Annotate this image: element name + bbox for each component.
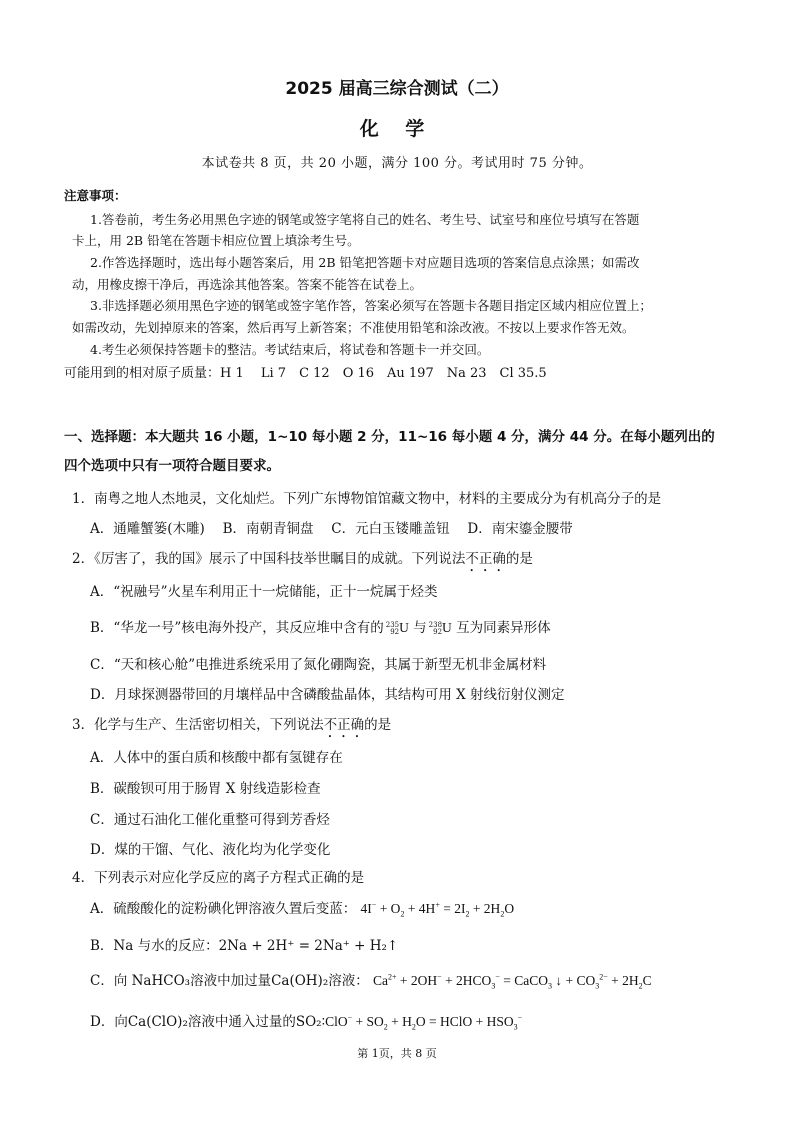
option-b-end: 互为同素异形体 [451, 620, 551, 636]
isotope-2-atomic: 92 [433, 627, 443, 636]
option-c-text: C．向 NaHCO₃溶液中加过量Ca(OH)₂溶液： [90, 973, 369, 989]
isotope-2-element: U [442, 620, 452, 635]
question-3-option-c: C．通过石油化工催化重整可得到芳香烃 [90, 812, 330, 828]
isotope-1-element: U [399, 620, 409, 635]
question-3-option-d: D．煤的干馏、气化、液化均为化学变化 [90, 842, 331, 858]
question-2-option-a: A．“祝融号”火星车利用正十一烷储能，正十一烷属于烃类 [90, 584, 438, 600]
question-2-stem [72, 547, 533, 575]
note-line: 4.考生必须保持答题卡的整洁。考试结束后，将试卷和答题卡一并交回。 [90, 342, 490, 357]
equation-c: $Ca^{2+} + 2OH^- + 2HCO_3^-$ = CaCO$_3$ ↓ + $CO_3^{2-} + 2H_2C$ [373, 972, 652, 991]
emphasis-not-correct: 不正确 [323, 717, 365, 733]
equation-a: $4I^- + O_2 + 4H^+ = 2I_2 + 2H_2O$ [360, 900, 515, 919]
notes-heading: 注意事项： [64, 188, 127, 203]
question-4-option-b: B．Na 与水的反应：2Na + 2H⁺ = 2Na⁺ + H₂↑ [90, 938, 399, 954]
exam-title: 2025 届高三综合测试（二） [285, 79, 509, 99]
isotope-2-mass: 238 [428, 620, 443, 629]
note-line: 动，用橡皮擦干净后，再选涂其他答案。答案不能答在试卷上。 [72, 277, 423, 292]
note-line: 如需改动，先划掉原来的答案，然后再写上新答案；不准使用铅笔和涂改液。不按以上要求作答无效。 [72, 320, 635, 335]
note-line: 3.非选择题必须用黑色字迹的钢笔或签字笔作答，答案必须写在答题卡各题目指定区域内相应位置上； [90, 298, 652, 313]
isotope-2-numbers [429, 622, 442, 636]
isotope-1-mass: 235 [385, 620, 400, 629]
page-footer: 第 1页，共 8 页 [357, 1047, 437, 1060]
option-d-text: D．向Ca(ClO)₂溶液中通入过量的SO₂∶ [90, 1014, 326, 1030]
question-3-stem [72, 713, 391, 741]
emphasis-not-correct: 不正确 [465, 551, 506, 567]
option-b-mid: 与 [408, 620, 427, 636]
section-heading-line1: 一、选择题：本大题共 16 小题，1~10 每小题 2 分，11~16 每小题 4 分，满分 44 分。在每小题列出的 [64, 429, 715, 445]
section-heading-line2: 四个选项中只有一项符合题目要求。 [64, 458, 280, 474]
question-2-option-d: D．月球探测器带回的月壤样品中含磷酸盐晶体，其结构可用 X 射线衍射仪测定 [90, 687, 565, 703]
question-2-option-c: C．“天和核心舱”电推进系统采用了氮化硼陶瓷，其属于新型无机非金属材料 [90, 657, 547, 673]
question-1-options: A．通雕蟹篓(木雕) B．南朝青铜盘 C．元白玉镂雕盖钮 D．南宋鎏金腰带 [90, 521, 573, 537]
question-4-option-d [90, 1010, 522, 1032]
question-2-option-b [90, 616, 551, 636]
note-line: 1.答卷前，考生务必用黑色字迹的钢笔或签字笔将自己的姓名、考生号、试室号和座位号填写在答题 [90, 212, 640, 227]
isotope-1-atomic: 92 [390, 627, 400, 636]
question-3-stem-end: 的是 [364, 717, 392, 733]
question-4-stem: 4．下列表示对应化学反应的离子方程式正确的是 [72, 870, 365, 886]
question-2-stem-text: 2．《厉害了，我的国》展示了中国科技举世瞩目的成就。下列说法 [72, 551, 466, 567]
exam-subject: 化 学 [359, 118, 435, 140]
note-line: 2.作答选择题时，选出每小题答案后，用 2B 铅笔把答题卡对应题目选项的答案信息点涂黑；如需改 [90, 255, 640, 270]
question-1-stem: 1．南粤之地人杰地灵，文化灿烂。下列广东博物馆馆藏文物中，材料的主要成分为有机高分子的是 [72, 491, 662, 507]
question-4-option-c [90, 969, 652, 991]
note-line: 卡上，用 2B 铅笔在答题卡相应位置上填涂考生号。 [72, 233, 360, 248]
option-a-text: A．硫酸酸化的淀粉碘化钾溶液久置后变蓝： [90, 901, 357, 917]
question-4-option-a [90, 897, 514, 919]
atomic-masses: 可能用到的相对原子质量：H 1 Li 7 C 12 O 16 Au 197 Na 23 Cl 35.5 [64, 366, 547, 381]
question-3-stem-text: 3．化学与生产、生活密切相关，下列说法 [72, 717, 324, 733]
question-3-option-a: A．人体中的蛋白质和核酸中都有氢键存在 [90, 750, 343, 766]
exam-info: 本试卷共 8 页，共 20 小题，满分 100 分。考试用时 75 分钟。 [201, 156, 593, 171]
equation-d: $ClO^- + SO_2 + H_2O$ = HClO + $HSO_3^-$ [325, 1013, 523, 1032]
option-b-text: B．“华龙一号”核电海外投产，其反应堆中含有的 [90, 620, 384, 636]
question-3-option-b: B．碳酸钡可用于肠胃 X 射线造影检查 [90, 781, 321, 797]
question-2-stem-end: 的是 [505, 551, 533, 567]
isotope-1-numbers [386, 622, 399, 636]
